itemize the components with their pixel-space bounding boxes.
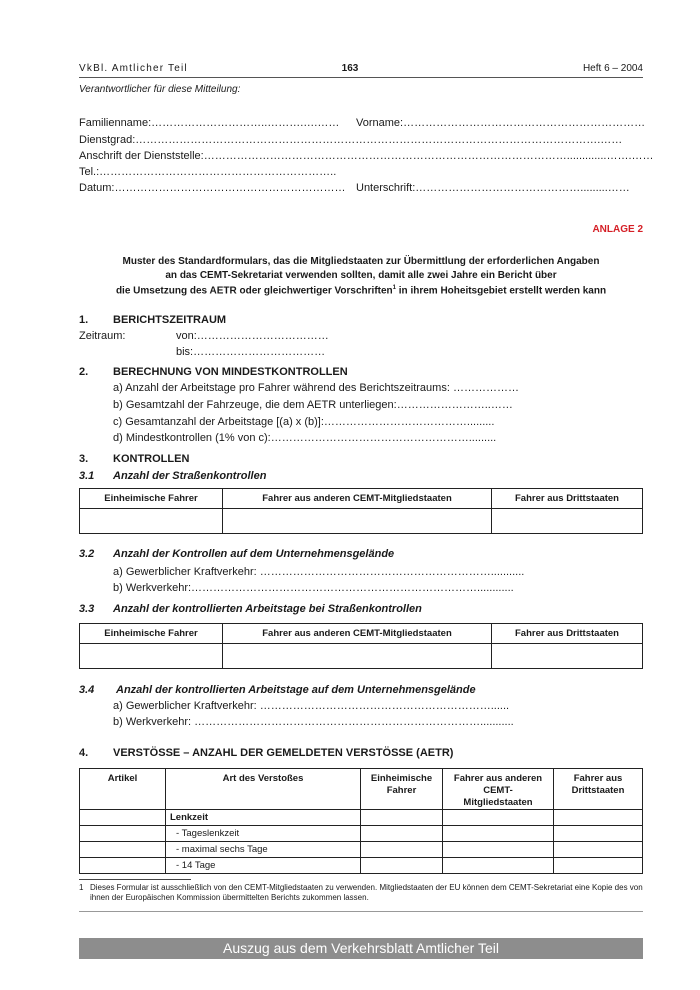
column-cemt: Fahrer aus anderen CEMT-Mitgliedstaaten <box>223 624 492 644</box>
title-line-3b: in ihrem Hoheitsgebiet erstellt werden kann <box>396 285 607 297</box>
dritt-line-2: Drittstaaten <box>571 785 625 796</box>
section-3-heading: KONTROLLEN <box>113 453 190 465</box>
section-3-4-number: 3.4 <box>79 684 95 696</box>
field-anschrift: Anschrift der Dienststelle:……………………………………………………………………………………….............…….…… <box>79 150 654 162</box>
table-row <box>80 826 643 842</box>
cemt-line-2: Mitgliedstaaten <box>463 797 533 808</box>
title-line-3a: die Umsetzung des AETR oder gleichwertiger Vorschriften <box>115 285 393 297</box>
cell-einheimische[interactable] <box>80 644 223 669</box>
section-1-number: 1. <box>79 314 89 326</box>
field-3-4b: b) Werkverkehr: ……………………………………………………………………........... <box>113 716 514 728</box>
column-drittstaaten: Fahrer aus Drittstaaten <box>492 624 643 644</box>
cell-art: - maximal sechs Tage <box>166 842 361 858</box>
field-2a: a) Anzahl der Arbeitstage pro Fahrer während des Berichtszeitraums: ……………… <box>113 382 519 394</box>
header-rule <box>79 77 643 78</box>
cell-cemt[interactable] <box>443 810 554 826</box>
column-einheimische <box>361 769 443 810</box>
section-3-number: 3. <box>79 453 89 465</box>
field-von: von:……………………………… <box>176 330 329 342</box>
journal-name: VkBl. Amtlicher Teil <box>79 63 188 74</box>
einheimische-line-1: Einheimische <box>370 773 433 784</box>
column-einheimische: Einheimische Fahrer <box>80 489 223 509</box>
cell-cemt[interactable] <box>443 826 554 842</box>
einheimische-line-2: Fahrer <box>386 785 417 796</box>
section-3-1-number: 3.1 <box>79 470 95 482</box>
bottom-rule <box>79 911 643 912</box>
cell-drittstaaten[interactable] <box>554 826 643 842</box>
cell-artikel[interactable] <box>80 826 166 842</box>
table-arbeitstage-strasse <box>79 623 643 669</box>
field-familienname: Familienname:…………………………..……….….…… <box>79 117 340 129</box>
cell-drittstaaten[interactable] <box>554 842 643 858</box>
section-4-heading: VERSTÖSSE – ANZAHL DER GEMELDETEN VERSTÖSSE (AETR) <box>113 747 454 759</box>
cell-einheimische[interactable] <box>361 826 443 842</box>
column-cemt: Fahrer aus anderen CEMT-Mitgliedstaaten <box>223 489 492 509</box>
field-bis: bis:……………………………… <box>176 346 326 358</box>
section-2-heading: BERECHNUNG VON MINDESTKONTROLLEN <box>113 366 348 378</box>
issue-number: Heft 6 – 2004 <box>582 63 643 74</box>
cemt-line-1: Fahrer aus anderen CEMT- <box>453 773 543 796</box>
field-vorname: Vorname:………………………………………………………… <box>356 117 646 129</box>
section-4-number: 4. <box>79 747 89 759</box>
cell-cemt[interactable] <box>223 509 492 534</box>
field-datum: Datum:……………………………………………………… <box>79 182 346 194</box>
cell-drittstaaten[interactable] <box>492 644 643 669</box>
zeitraum-label: Zeitraum: <box>79 330 126 342</box>
footnote-text: Dieses Formular ist ausschließlich von den CEMT-Mitgliedstaaten zu verwenden. Mitgliedstaaten der EU können dem CEMT-Sekretariat eine Kopie des von ihnen der Europäischen Kommission übermittelten Berichts zukommen lassen. <box>90 883 643 902</box>
column-artikel: Artikel <box>80 769 166 810</box>
table-row <box>80 810 643 826</box>
cell-cemt[interactable] <box>223 644 492 669</box>
field-dienstgrad: Dienstgrad:……………………………………………………………………………………………………………….…… <box>79 134 623 146</box>
cell-artikel[interactable] <box>80 842 166 858</box>
cell-cemt[interactable] <box>443 858 554 874</box>
cell-einheimische[interactable] <box>80 509 223 534</box>
column-drittstaaten <box>554 769 643 810</box>
title-line-2: an das CEMT-Sekretariat verwenden sollten, damit alle zwei Jahre ein Bericht über <box>165 269 557 281</box>
column-cemt <box>443 769 554 810</box>
column-einheimische: Einheimische Fahrer <box>80 624 223 644</box>
cell-art: - Tageslenkzeit <box>166 826 361 842</box>
field-3-2b: b) Werkverkehr:……………………………………………………………………............ <box>113 582 514 594</box>
section-3-2-heading: Anzahl der Kontrollen auf dem Unternehmensgelände <box>113 548 395 560</box>
cell-artikel[interactable] <box>80 858 166 874</box>
section-1-heading: BERICHTSZEITRAUM <box>113 314 227 326</box>
field-3-4a: a) Gewerblicher Kraftverkehr: ………………………………………………………...... <box>113 700 510 712</box>
anlage-label: ANLAGE 2 <box>592 224 643 235</box>
cell-einheimische[interactable] <box>361 858 443 874</box>
table-verstoesse <box>79 768 643 874</box>
field-tel: Tel.:……………………………………………………….. <box>79 166 337 178</box>
cell-cemt[interactable] <box>443 842 554 858</box>
field-2b: b) Gesamtzahl der Fahrzeuge, die dem AETR unterliegen:……………………..…… <box>113 399 513 411</box>
cell-drittstaaten[interactable] <box>554 810 643 826</box>
footnote-number: 1 <box>79 883 84 892</box>
column-drittstaaten: Fahrer aus Drittstaaten <box>492 489 643 509</box>
cell-drittstaaten[interactable] <box>554 858 643 874</box>
cell-einheimische[interactable] <box>361 810 443 826</box>
form-title <box>79 255 643 298</box>
responsible-heading: Verantwortlicher für diese Mitteilung: <box>79 84 241 95</box>
table-row <box>80 842 643 858</box>
title-line-1: Muster des Standardformulars, das die Mitgliedstaaten zur Übermittlung der erforderlichen Angaben <box>122 256 600 267</box>
cell-art: - 14 Tage <box>166 858 361 874</box>
section-3-4-heading: Anzahl der kontrollierten Arbeitstage auf dem Unternehmensgelände <box>116 684 476 696</box>
section-3-3-heading: Anzahl der kontrollierten Arbeitstage bei Straßenkontrollen <box>113 603 422 615</box>
title-line-3 <box>79 282 643 298</box>
field-2c: c) Gesamtanzahl der Arbeitstage [(a) x (b)]:…………………………………......... <box>113 416 495 428</box>
field-3-2a: a) Gewerblicher Kraftverkehr: ………………………………………………………........... <box>113 566 525 578</box>
footnote-rule <box>79 879 191 880</box>
column-art: Art des Verstoßes <box>166 769 361 810</box>
section-3-2-number: 3.2 <box>79 548 95 560</box>
footnote-reference: 1 <box>392 285 396 291</box>
footnote <box>79 883 645 903</box>
table-row <box>80 858 643 874</box>
footer-banner: Auszug aus dem Verkehrsblatt Amtlicher Teil <box>79 938 643 959</box>
cell-einheimische[interactable] <box>361 842 443 858</box>
field-unterschrift: Unterschrift:……………………………………….........…… <box>356 182 630 194</box>
field-2d: d) Mindestkontrollen (1% von c):………………………………………………......... <box>113 432 497 444</box>
table-strassenkontrollen <box>79 488 643 534</box>
section-3-1-heading: Anzahl der Straßenkontrollen <box>113 470 267 482</box>
dritt-line-1: Fahrer aus <box>573 773 623 784</box>
cell-art: Lenkzeit <box>166 810 361 826</box>
cell-drittstaaten[interactable] <box>492 509 643 534</box>
section-3-3-number: 3.3 <box>79 603 95 615</box>
section-2-number: 2. <box>79 366 89 378</box>
cell-artikel[interactable] <box>80 810 166 826</box>
page-number: 163 <box>341 63 359 74</box>
